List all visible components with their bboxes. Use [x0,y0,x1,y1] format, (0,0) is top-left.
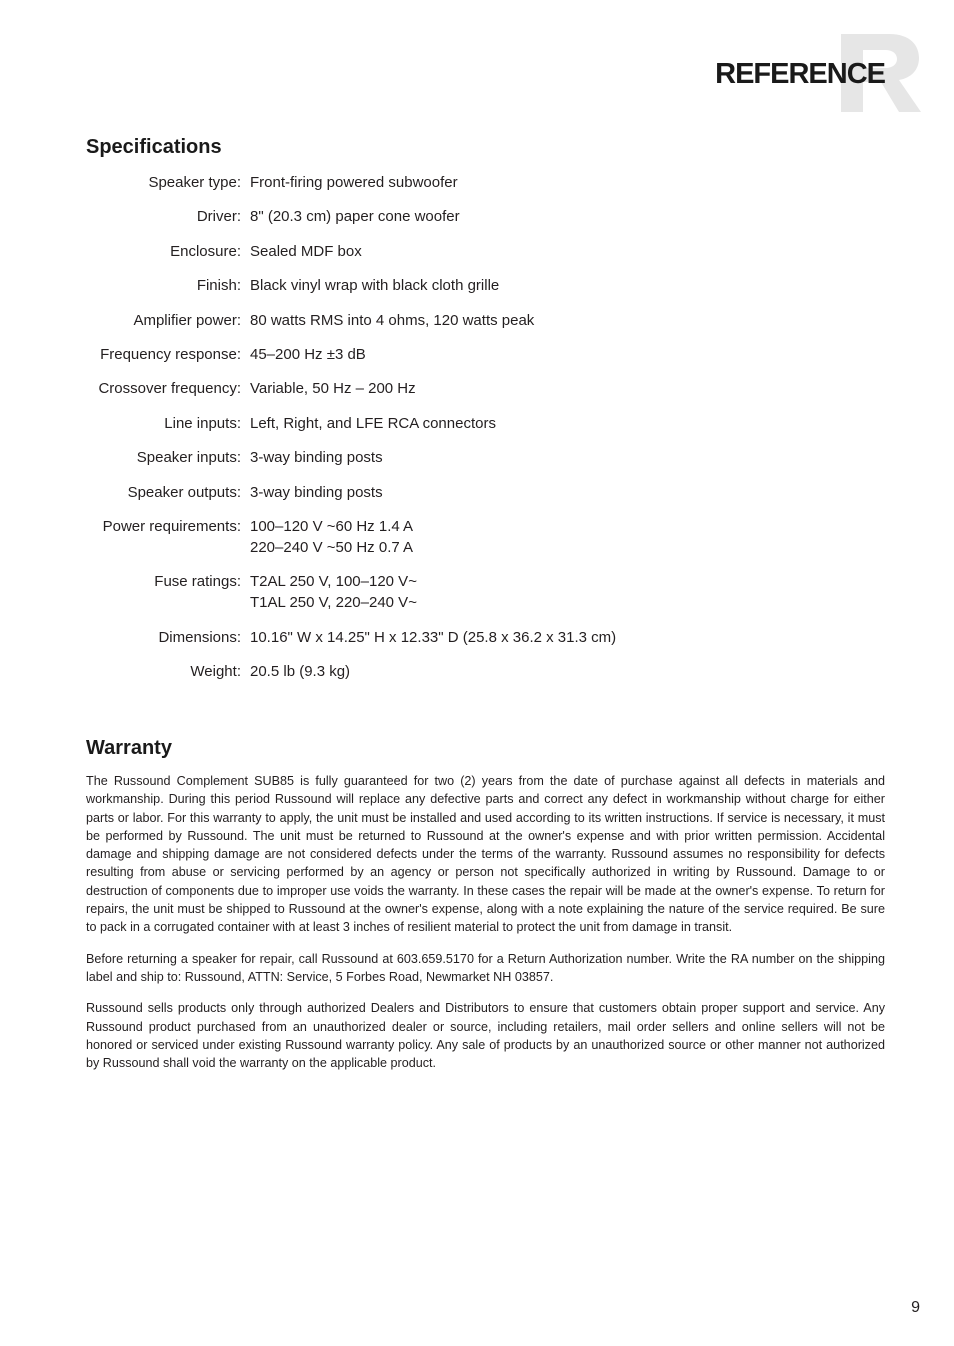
spec-label: Speaker type: [148,174,241,191]
spec-label: Finish: [196,277,241,295]
warranty-paragraph: Russound sells products only through authorized Dealers and Distributors to ensure that customers obtain proper support and service. Any Russound product purchased from an unauthorized dealer or source, including retailers, mail order sellers and online sellers will not be honored or serviced under existing Russound warranty policy. Any sale of products by an unauthorized source or other manner not authorized by Russound shall void the warranty on the applicable product. [86,1001,885,1071]
spec-value-line: Black vinyl wrap with black cloth grille [250,277,500,295]
warranty-paragraph: The Russound Complement SUB85 is fully guaranteed for two (2) years from the date of purchase against all defects in materials and workmanship. During this period Russound will replace any defective parts and correct any defect in workmanship without charge for either parts or labor. For this warranty to apply, the unit must be installed and used according to its written instructions. If service is necessary, it must be performed by Russound. The unit must be returned to Russound at the owner's expense and with prior written permission. Accidental damage and shipping damage are not considered defects under the terms of the warranty. Russound assumes no responsibility for defects resulting from abuse or servicing performed by an agency or person not specifically authorized in writing by Russound. Damage to or destruction of components due to improper use voids the warranty. In these cases the repair will be made at the owner's expense. To return for repairs, the unit must be shipped to Russound at the owner's expense, along with a note explaining the nature of the service required. Be sure to pack in a corrugated container with at least 3 inches of resilient material to protect the unit from damage in transit. [86,774,885,935]
spec-row [86,661,846,682]
spec-label: Dimensions: [158,628,241,646]
spec-label: Speaker inputs: [136,449,241,467]
spec-value [250,571,846,613]
spec-label: Fuse ratings: [154,573,241,591]
spec-row [86,516,846,558]
spec-row [86,571,846,613]
spec-label: Weight: [190,663,241,681]
spec-value [250,310,846,331]
spec-row [86,275,846,296]
spec-value-line: 10.16" W x 14.25" H x 12.33" D (25.8 x 36.2 x 31.3 cm) [250,628,617,646]
spec-value-line: 3-way binding posts [250,449,383,467]
spec-row [86,378,846,399]
spec-value-line: 8" (20.3 cm) paper cone woofer [250,208,460,226]
spec-value [250,241,846,262]
specifications-table [86,172,846,695]
spec-row [86,447,846,468]
spec-label: Amplifier power: [133,311,241,329]
spec-row [86,482,846,503]
specifications-heading: Specifications [86,136,222,158]
spec-value [250,661,846,682]
spec-value-line: Front-firing powered subwoofer [250,174,458,191]
spec-value-line: Variable, 50 Hz – 200 Hz [250,380,416,398]
page-header-title: REFERENCE [715,58,885,90]
spec-value [250,482,846,503]
spec-label: Speaker outputs: [127,483,241,501]
spec-label: Line inputs: [164,414,241,432]
warranty-paragraph: Before returning a speaker for repair, call Russound at 603.659.5170 for a Return Authorization number. Write the RA number on the shipping label and ship to: Russound, ATTN: Service, 5 Forbes Road, Newmarket NH 03857. [86,951,885,984]
spec-value-line: T2AL 250 V, 100–120 V~ [250,573,417,591]
spec-row [86,241,846,262]
spec-value [250,344,846,365]
spec-value-line: 45–200 Hz ±3 dB [250,345,366,363]
spec-row [86,344,846,365]
spec-row [86,172,846,193]
spec-value-line: Left, Right, and LFE RCA connectors [250,414,496,432]
spec-value [250,378,846,399]
spec-value [250,627,846,648]
warranty-heading: Warranty [86,737,172,759]
spec-value-line: 3-way binding posts [250,483,383,501]
spec-value [250,206,846,227]
spec-value-line: 20.5 lb (9.3 kg) [250,663,351,681]
spec-row [86,206,846,227]
spec-value [250,516,846,558]
spec-value-line: 100–120 V ~60 Hz 1.4 A [250,517,414,535]
spec-label: Frequency response: [100,345,241,363]
spec-value-line: Sealed MDF box [250,242,362,260]
warranty-text [86,772,885,1085]
spec-label: Crossover frequency: [98,380,241,398]
page-number: 9 [911,1299,920,1316]
spec-value-line: T1AL 250 V, 220–240 V~ [250,594,417,612]
spec-value-line: 220–240 V ~50 Hz 0.7 A [250,538,414,556]
spec-row [86,310,846,331]
spec-value [250,275,846,296]
spec-label: Driver: [196,208,241,226]
spec-value [250,172,846,193]
spec-value [250,447,846,468]
spec-row [86,627,846,648]
spec-row [86,413,846,434]
spec-value [250,413,846,434]
spec-label: Power requirements: [102,517,241,535]
spec-label: Enclosure: [170,242,241,260]
spec-value-line: 80 watts RMS into 4 ohms, 120 watts peak [250,311,535,329]
